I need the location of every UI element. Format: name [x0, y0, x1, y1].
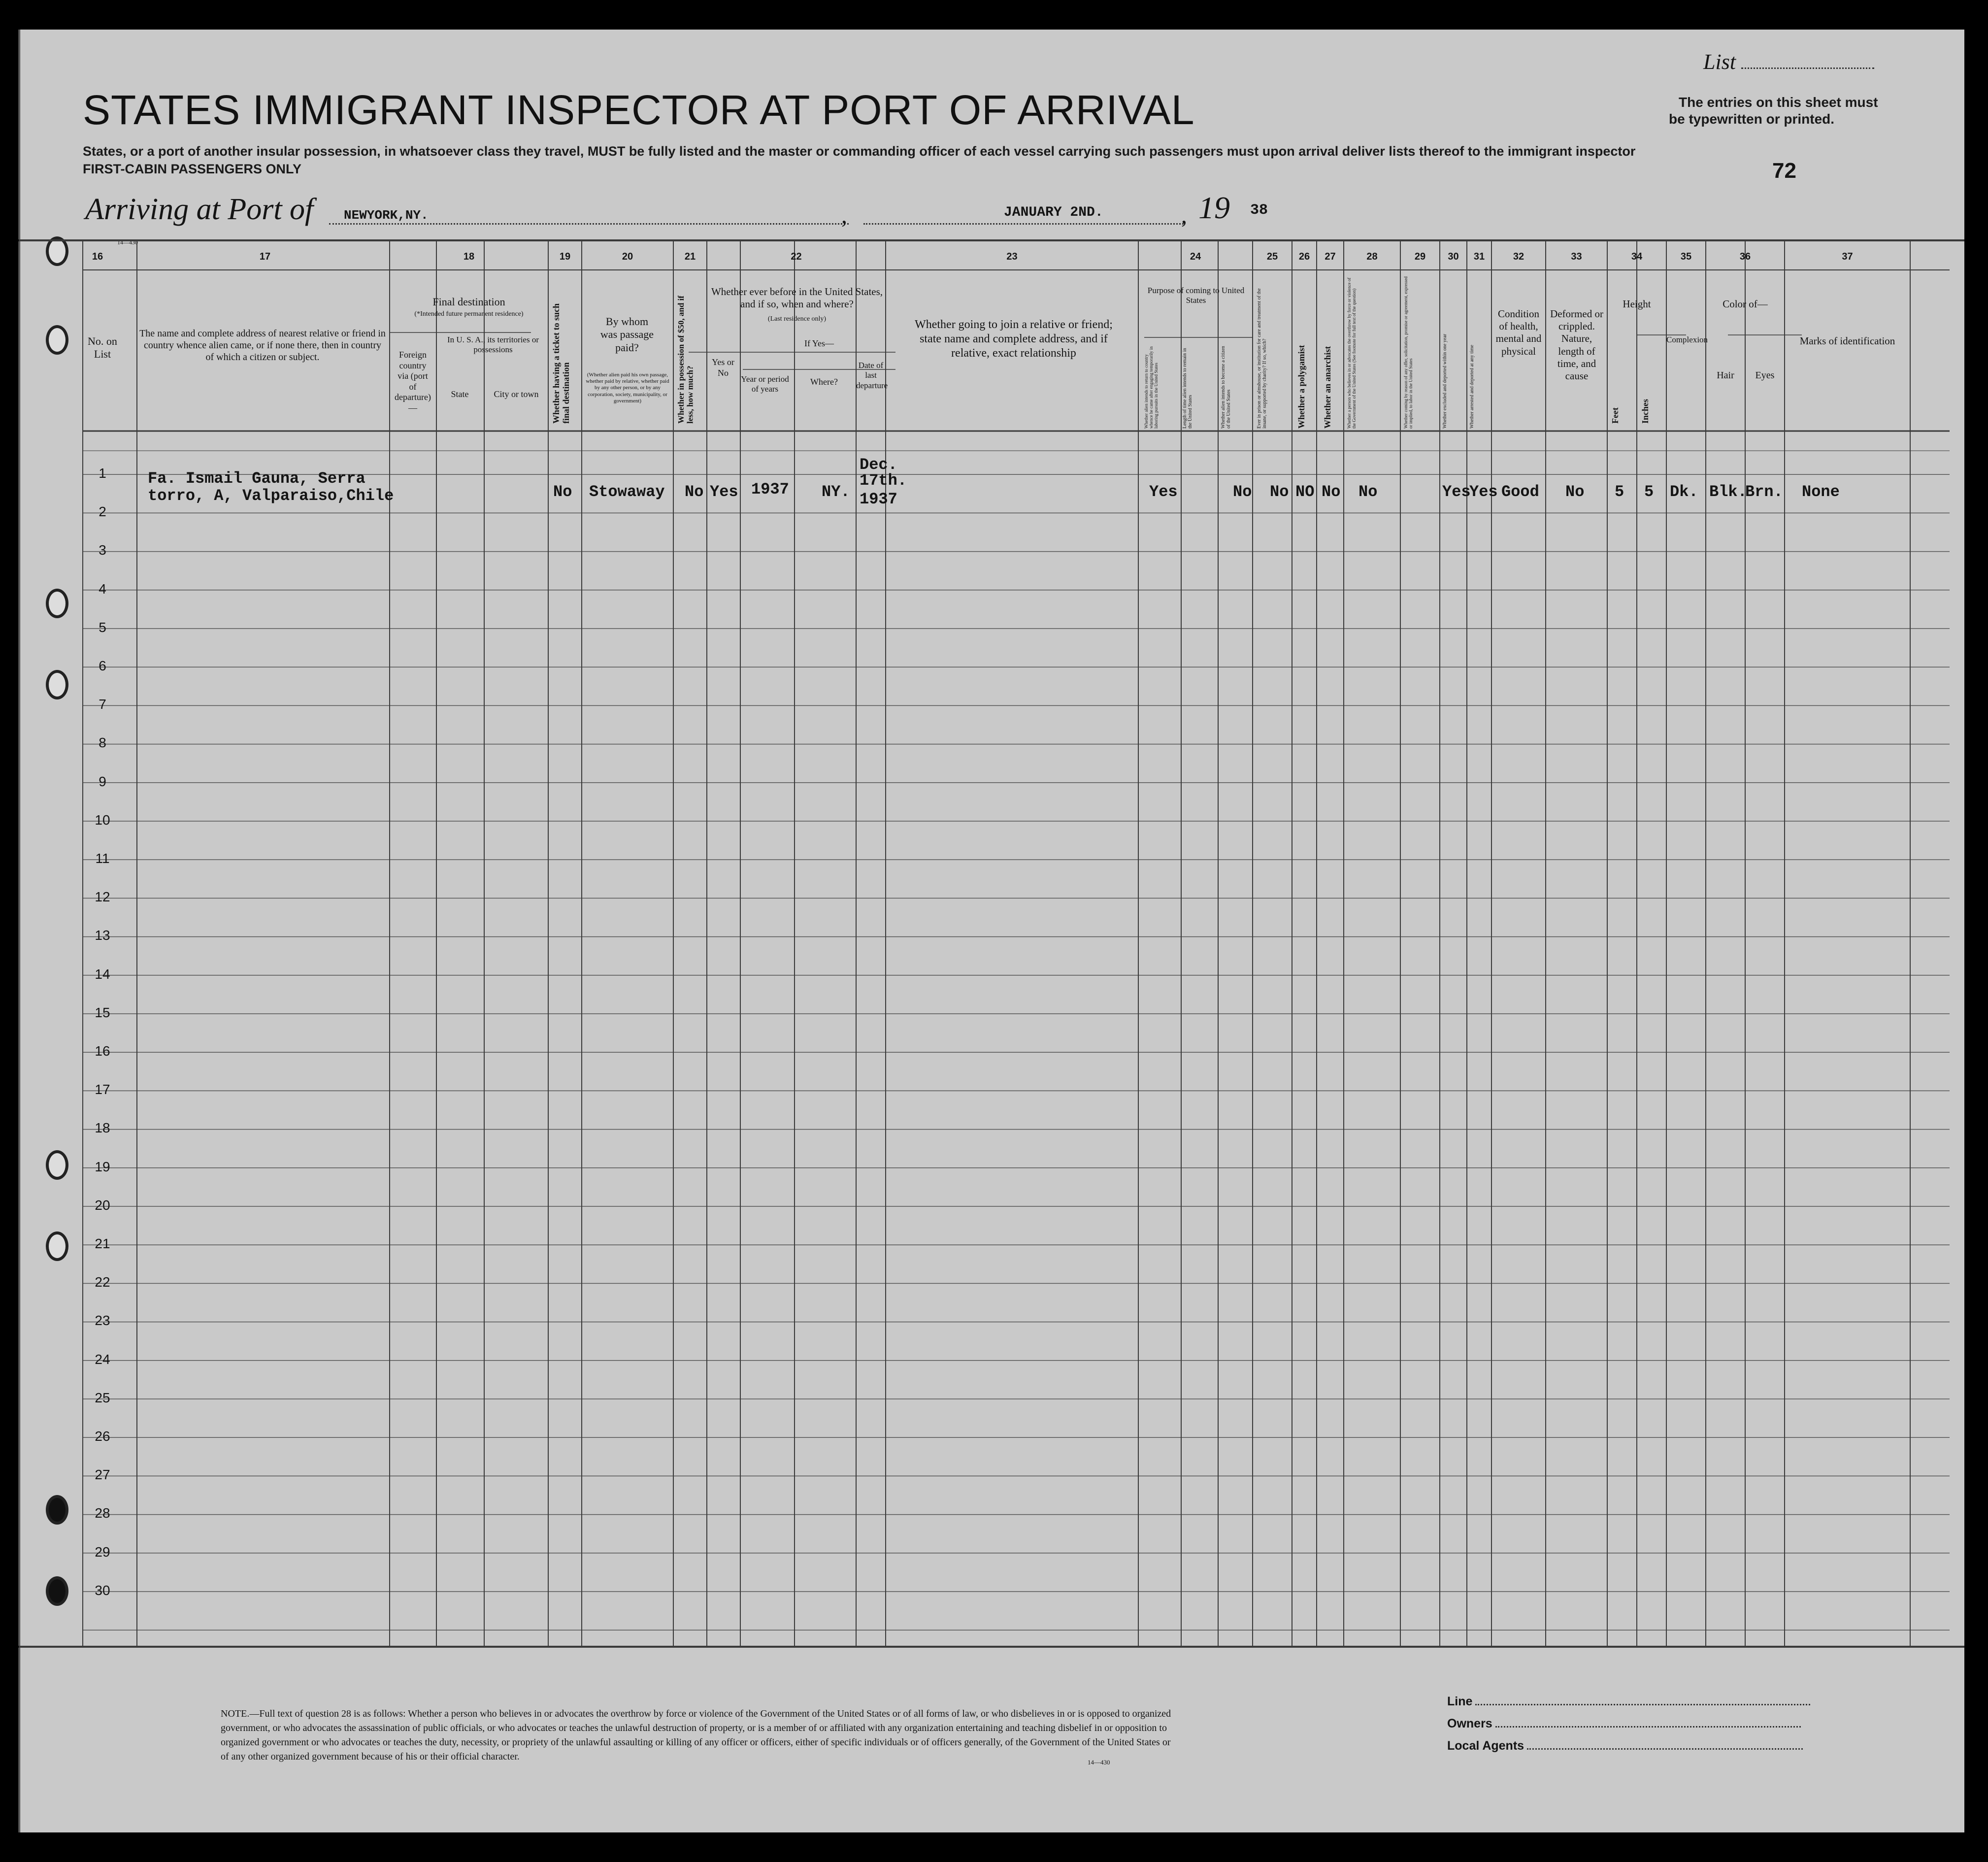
passage-paid-value: Stowaway — [589, 483, 665, 501]
col-35-header: Complexion — [1666, 335, 1708, 344]
col-num-35: 35 — [1680, 251, 1692, 262]
return-intent-value: Yes — [1149, 483, 1178, 501]
row-number: 18 — [95, 1120, 110, 1136]
comma-2: , — [1181, 202, 1187, 229]
line-label: Line — [1447, 1695, 1810, 1709]
col-num-33: 33 — [1571, 251, 1582, 262]
col-num-19: 19 — [559, 251, 571, 262]
col-36-eyes: Eyes — [1755, 370, 1775, 381]
row-number: 6 — [99, 658, 106, 673]
row-number: 14 — [95, 966, 110, 982]
col-17-header: The name and complete address of nearest relative or friend in country whence alien came, or if none there, then in country of which a citizen or subject. — [139, 328, 386, 363]
col-num-37: 37 — [1842, 251, 1853, 262]
col-num-23: 23 — [1006, 251, 1018, 262]
citizen-intent-value: No — [1233, 483, 1252, 501]
polygamist-value: NO — [1295, 483, 1315, 501]
row-number: 10 — [95, 812, 110, 828]
row-number: 13 — [95, 928, 110, 943]
page-title: STATES IMMIGRANT INSPECTOR AT PORT OF ARRIVAL — [83, 87, 1195, 133]
subtitle: States, or a port of another insular possession, in whatsoever class they travel, MUST be fully listed and the master or commanding officer of each vessel carrying such passengers must upon arrival deliver lists thereof to the immigrant inspector — [83, 144, 1636, 159]
sheet-number: 72 — [1772, 159, 1796, 183]
col-34-inches: Inches — [1640, 399, 1650, 424]
col-num-32: 32 — [1513, 251, 1524, 262]
footnote-question-28: NOTE.—Full text of question 28 is as follows: Whether a person who believes in or advocates the overthrow by force or violence of the Government of the United States or of all forms of law, or who disbelieves in or is opposed to organized government, or who advocates the assassination of public officials, or who advocates or teaches the unlawful destruction of property, or is a member of or affiliated with any organization entertaining and teaching disbelief in or opposition to organized government or who advocates or teaches the duty, necessity, or propriety of the unlawful assaulting or killing of any officer or officers, either of specific individuals or of officers generally, of the Government of the United States or of any other organized government because of his or their official character. — [221, 1708, 1171, 1762]
col-18-title: Final destination — [432, 296, 505, 308]
row-number: 22 — [95, 1274, 110, 1290]
instructions-line-2: be typewritten or printed. — [1669, 111, 1835, 127]
hair-value: Blk. — [1709, 483, 1747, 501]
row-number: 17 — [95, 1082, 110, 1097]
col-32-header: Condition of health, mental and physical — [1495, 308, 1542, 357]
row-number: 23 — [95, 1313, 110, 1329]
col-33-header: Deformed or crippled. Nature, length of time, and cause — [1550, 308, 1603, 382]
col-num-31: 31 — [1473, 251, 1485, 262]
marks-value: None — [1802, 483, 1840, 501]
row-number: 7 — [99, 697, 106, 712]
departure-line-2: 17th. — [860, 471, 907, 490]
has-50-value: No — [685, 483, 704, 501]
eyes-value: Brn. — [1745, 483, 1783, 501]
health-value: Good — [1501, 483, 1539, 501]
col-23-header: Whether going to join a relative or friend; state name and complete address, and if relative, exact relationship — [915, 318, 1113, 360]
height-feet-value: 5 — [1615, 483, 1624, 501]
row-number: 27 — [95, 1467, 110, 1483]
manifest-sheet — [19, 30, 1964, 1832]
col-36-hair: Hair — [1717, 370, 1734, 381]
departure-line-3: 1937 — [860, 490, 897, 508]
col-num-27: 27 — [1325, 251, 1336, 262]
col-24-title: Purpose of coming to United States — [1147, 286, 1245, 305]
row-number: 25 — [95, 1390, 110, 1405]
col-num-26: 26 — [1298, 251, 1310, 262]
row-number: 11 — [95, 851, 110, 866]
year-suffix: 38 — [1250, 202, 1268, 219]
col-18-city: City or town — [494, 389, 539, 399]
list-label: List — [1703, 49, 1874, 74]
col-22-title: Whether ever before in the United States, and if so, when and where? — [711, 286, 883, 310]
col-27-header: Whether an anarchist — [1323, 346, 1332, 429]
row-number: 3 — [99, 542, 106, 558]
relative-address-line-1: Fa. Ismail Gauna, Serra — [148, 469, 365, 488]
complexion-value: Dk. — [1670, 483, 1698, 501]
row-number: 20 — [95, 1197, 110, 1213]
col-18-state: State — [451, 389, 469, 399]
row-number: 4 — [99, 581, 106, 597]
col-26-header: Whether a polygamist — [1296, 345, 1306, 429]
col-22-yesno: Yes or No — [712, 357, 734, 378]
col-num-28: 28 — [1366, 251, 1378, 262]
col-num-24: 24 — [1190, 251, 1201, 262]
col-num-22: 22 — [791, 251, 802, 262]
row-number: 24 — [95, 1351, 110, 1367]
col-num-20: 20 — [622, 251, 633, 262]
deformed-value: No — [1565, 483, 1585, 501]
prison-value: No — [1270, 483, 1289, 501]
row-number: 26 — [95, 1429, 110, 1444]
col-34-feet: Feet — [1610, 407, 1620, 424]
row-number: 12 — [95, 889, 110, 905]
row-number: 28 — [95, 1505, 110, 1521]
form-code-bottom: 14—430 — [1088, 1759, 1110, 1766]
col-20-note: (Whether alien paid his own passage, whether paid by relative, whether paid by any other person, or by any corporation, society, municipality, or government) — [586, 372, 669, 404]
owners-label: Owners — [1447, 1717, 1801, 1731]
comma-1: , — [841, 202, 847, 229]
col-num-18: 18 — [463, 251, 475, 262]
col-36-title: Color of— — [1723, 298, 1768, 310]
col-24-c: Whether alien intends to become a citizen of the United States — [1221, 346, 1231, 429]
port-value: NEWYORK,NY. — [344, 208, 429, 223]
form-grid — [19, 30, 1964, 1832]
row-number: 29 — [95, 1544, 110, 1560]
local-agents-label: Local Agents — [1447, 1739, 1803, 1753]
row-number: 9 — [99, 773, 106, 789]
row-number: 21 — [95, 1236, 110, 1251]
row-number: 15 — [95, 1004, 110, 1020]
col-num-21: 21 — [684, 251, 696, 262]
row-number: 19 — [95, 1159, 110, 1174]
col-num-25: 25 — [1266, 251, 1278, 262]
row-number: 16 — [95, 1043, 110, 1059]
col-29-header: Whether coming by reason of any offer, solicitation, promise or agreement, expressed or implied, to labor in the United States — [1403, 276, 1413, 429]
col-num-36: 36 — [1739, 251, 1751, 262]
col-18-foreign: Foreign country via (port of departure)— — [395, 350, 431, 413]
arrival-date: JANUARY 2ND. — [1004, 205, 1103, 220]
col-19-header: Whether having a ticket to such final destination — [551, 303, 571, 424]
col-22-ifyes: If Yes— — [804, 338, 834, 348]
year-value: 1937 — [751, 480, 789, 499]
row-number: 1 — [99, 466, 106, 481]
before-in-us-value: Yes — [710, 483, 738, 501]
departure-line-1: Dec. — [860, 456, 897, 474]
col-num-29: 29 — [1414, 251, 1426, 262]
height-inches-value: 5 — [1644, 483, 1654, 501]
col-37-header: Marks of identification — [1799, 335, 1895, 347]
arrested-value: Yes — [1469, 483, 1498, 501]
col-18-usa: In U. S. A., its territories or possessions — [447, 335, 539, 355]
row-number: 30 — [95, 1582, 110, 1598]
row-number: 2 — [99, 504, 106, 520]
col-21-header: Whether in possession of $50, and if less, how much? — [676, 296, 695, 424]
col-num-34: 34 — [1631, 251, 1643, 262]
anarchist-value: No — [1322, 483, 1341, 501]
arriving-label: Arriving at Port of — [85, 193, 314, 226]
col-22-date: Date of last departure — [856, 361, 888, 390]
form-code-top: 14—430 — [117, 239, 138, 246]
row-number: 5 — [99, 619, 106, 635]
col-22-where: Where? — [810, 377, 838, 387]
relative-address-line-2: torro, A, Valparaiso,Chile — [148, 487, 394, 505]
col-34-title: Height — [1623, 298, 1651, 310]
col-20-header: By whom was passage paid? — [600, 315, 654, 354]
col-num-16: 16 — [92, 251, 103, 262]
class-line: FIRST-CABIN PASSENGERS ONLY — [83, 162, 302, 176]
col-16-header: No. on List — [88, 335, 117, 361]
year-prefix: 19 — [1198, 190, 1230, 225]
col-24-b: Length of time alien intends to remain in the United States — [1182, 348, 1193, 429]
col-22-year: Year or period of years — [741, 374, 789, 394]
col-num-17: 17 — [259, 251, 271, 262]
col-30-header: Whether excluded and deported within one year — [1442, 333, 1448, 429]
col-31-header: Whether arrested and deported at any time — [1469, 345, 1475, 429]
row-number: 8 — [99, 735, 106, 751]
col-24-a: Whether alien intends to return to country whence he came after engaging temporarily in laboring pursuits in the United States — [1144, 346, 1159, 429]
excluded-value: Yes — [1442, 483, 1471, 501]
ticket-value: No — [553, 483, 572, 501]
overthrow-value: No — [1358, 483, 1378, 501]
col-28-header: Whether a person who believes in or advocates the overthrow by force or violence of the Government of the United States (See footnote for full text of the question) — [1347, 277, 1357, 429]
where-value: NY. — [822, 483, 850, 501]
instructions-line-1: The entries on this sheet must — [1679, 95, 1878, 110]
col-18-note: (*Intended future permanent residence) — [414, 310, 524, 318]
col-25-header: Ever in prison or almshouse, or institution for care and treatment of the insane, or supported by charity? If so, which? — [1257, 288, 1267, 429]
col-num-30: 30 — [1448, 251, 1459, 262]
col-22-note: (Last residence only) — [767, 315, 827, 323]
